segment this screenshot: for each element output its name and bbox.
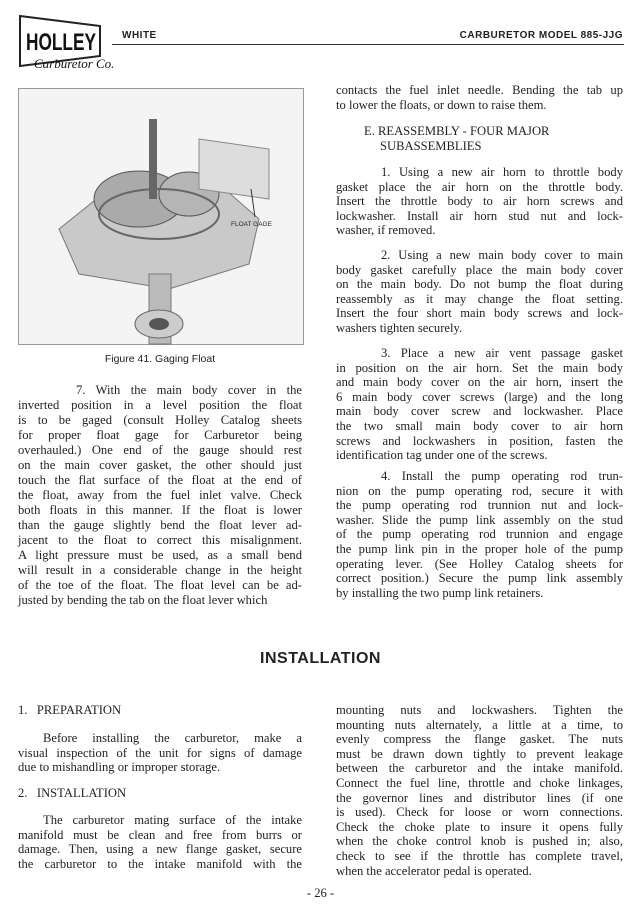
page-number: - 26 - bbox=[306, 886, 335, 900]
text-line: reassembly as it may change the float setting. bbox=[336, 291, 623, 306]
installation-heading: 2. INSTALLATION bbox=[18, 786, 127, 800]
text-line: A light pressure must be used, as a small bend bbox=[18, 548, 302, 562]
text-line: jacent to the float to correct this misalignment. bbox=[18, 533, 302, 547]
text-line: 6 main body cover screws (large) and the long bbox=[336, 389, 623, 404]
header-left-label: WHITE bbox=[122, 30, 157, 41]
header-model: CARBURETOR MODEL 885-JJG bbox=[459, 30, 623, 41]
text-line: on the main cover gasket, the other should just bbox=[18, 458, 302, 472]
text-line: the two small main body cover to air horn bbox=[336, 418, 623, 433]
text-line: to lower the floats, or down to raise them. bbox=[336, 97, 547, 112]
text-line: is to be gaged (consult Holley Catalog sheets bbox=[18, 413, 302, 427]
preparation-heading: 1. PREPARATION bbox=[18, 703, 122, 717]
installation-title: INSTALLATION bbox=[260, 650, 381, 667]
text-line: Insert the throttle body to air horn screws and bbox=[336, 194, 623, 209]
text-line: of the pump operating rod trunnion and engage bbox=[336, 527, 623, 542]
text-line: 7. With the main body cover in the bbox=[76, 383, 302, 397]
text-line: The carburetor mating surface of the intake bbox=[43, 813, 302, 827]
text-line: on the main body. Do not bump the float during bbox=[336, 277, 623, 292]
text-line: Before installing the carburetor, make a bbox=[43, 731, 302, 745]
text-line: correct position.) Secure the pump link assembly bbox=[336, 571, 623, 586]
section-e-heading-line1: E. REASSEMBLY - FOUR MAJOR bbox=[364, 124, 550, 138]
text-line: 3. Place a new air vent passage gasket bbox=[381, 346, 623, 360]
text-line: the carburetor to the intake manifold with the bbox=[18, 856, 302, 871]
text-line: between the carburetor and the intake manifold. bbox=[336, 761, 623, 776]
header-rule bbox=[112, 44, 624, 45]
text-line: 4. Install the pump operating rod trun- bbox=[381, 469, 623, 483]
text-line: in position on the air horn. Set the main body bbox=[336, 360, 623, 375]
paragraph-reassembly-1 bbox=[336, 165, 623, 238]
text-line: gasket place the air horn on the throttle body. bbox=[336, 179, 623, 194]
text-line: the pump operating rod trunnion nut and lock- bbox=[336, 498, 623, 513]
text-line: when the accelerator pedal is operated. bbox=[336, 863, 532, 878]
paragraph-reassembly-2 bbox=[336, 248, 623, 336]
text-line: and main body cover on the air horn, insert the bbox=[336, 375, 623, 390]
section-e-heading-line2: SUBASSEMBLIES bbox=[380, 138, 482, 153]
paragraph-preparation bbox=[18, 731, 302, 775]
paragraph-continued bbox=[336, 83, 623, 112]
text-line: main body cover screw and lockwasher. Place bbox=[336, 404, 623, 419]
paragraph-reassembly-3 bbox=[336, 346, 623, 463]
text-line: the float, away from the fuel inlet valve. Check bbox=[18, 488, 302, 502]
section-e-heading bbox=[364, 124, 549, 153]
svg-text:HOLLEY: HOLLEY bbox=[26, 29, 96, 56]
text-line: will result in a considerable change in the height bbox=[18, 563, 302, 577]
text-line: body gasket carefully place the main body cover bbox=[336, 262, 623, 277]
text-line: 1. Using a new air horn to throttle body bbox=[381, 165, 623, 179]
text-line: than the gauge slightly bend the float lever ad- bbox=[18, 518, 302, 532]
text-line: both floats in this manner. If the float is lower bbox=[18, 503, 302, 517]
text-line: for proper float gage for Carburetor being bbox=[18, 428, 302, 442]
text-line: when the choke control knob is pushed in; also, bbox=[336, 834, 623, 849]
text-line: must be drawn down tightly to prevent leakage bbox=[336, 746, 623, 761]
text-line: operating lever. (See Holley Catalog sheets for bbox=[336, 556, 623, 571]
text-line: by installing the two pump link retainers. bbox=[336, 585, 544, 600]
text-line: washers tighten securely. bbox=[336, 320, 463, 335]
paragraph-reassembly-4 bbox=[336, 469, 623, 600]
figure-gaging-float bbox=[18, 88, 304, 345]
text-line: the governor lines and distributor lines (if one bbox=[336, 790, 623, 805]
text-line: screws and lockwashers in position, fasten the bbox=[336, 433, 623, 448]
text-line: evenly compress the flange gasket. The nuts bbox=[336, 732, 623, 747]
paragraph-7 bbox=[18, 383, 302, 608]
text-line: touch the flat surface of the float at the end of bbox=[18, 473, 302, 487]
text-line: Connect the fuel line, throttle and choke linkages, bbox=[336, 775, 623, 790]
text-line: due to mishandling or improper storage. bbox=[18, 760, 221, 775]
text-line: manifold must be clean and free from burrs or bbox=[18, 827, 302, 842]
float-gage-label: FLOAT GAGE bbox=[231, 221, 272, 228]
text-line: of the toe of the float. The float level can be ad- bbox=[18, 578, 302, 592]
text-line: nion on the pump operating rod, secure it with bbox=[336, 483, 623, 498]
text-line: washer, if removed. bbox=[336, 223, 436, 238]
text-line: check to see if the throttle has complete travel, bbox=[336, 848, 623, 863]
text-line: overhauled.) One end of the gauge should rest bbox=[18, 443, 302, 457]
text-line: is used). Check for loose or worn connections. bbox=[336, 805, 623, 820]
holley-logo bbox=[18, 12, 115, 72]
figure-caption: Figure 41. Gaging Float bbox=[104, 353, 216, 365]
text-line: the pump link pin in the proper hole of the pump bbox=[336, 541, 623, 556]
text-line: mounting nuts alternately, a little at a time, to bbox=[336, 717, 623, 732]
text-line: contacts the fuel inlet needle. Bending the tab up bbox=[336, 83, 623, 97]
text-line: mounting nuts and lockwashers. Tighten the bbox=[336, 703, 623, 717]
text-line: Check the choke plate to insure it opens fully bbox=[336, 819, 623, 834]
text-line: identification tag under one of the screws. bbox=[336, 448, 548, 463]
text-line: 2. Using a new main body cover to main bbox=[381, 248, 623, 262]
paragraph-installation-continued bbox=[336, 703, 623, 878]
text-line: damage. Then, using a new flange gasket, secure bbox=[18, 842, 302, 857]
text-line: visual inspection of the unit for signs of damage bbox=[18, 745, 302, 760]
text-line: justed by bending the tab on the float lever which bbox=[18, 593, 268, 607]
text-line: washer. Slide the pump link assembly on the stud bbox=[336, 512, 623, 527]
text-line: Insert the four short main body screws and lock- bbox=[336, 306, 623, 321]
svg-text:Carburetor Co.: Carburetor Co. bbox=[34, 56, 115, 71]
text-line: inverted position in a level position the float bbox=[18, 398, 302, 412]
text-line: lockwasher. Install air horn stud nut and lock- bbox=[336, 208, 623, 223]
paragraph-installation bbox=[18, 813, 302, 871]
